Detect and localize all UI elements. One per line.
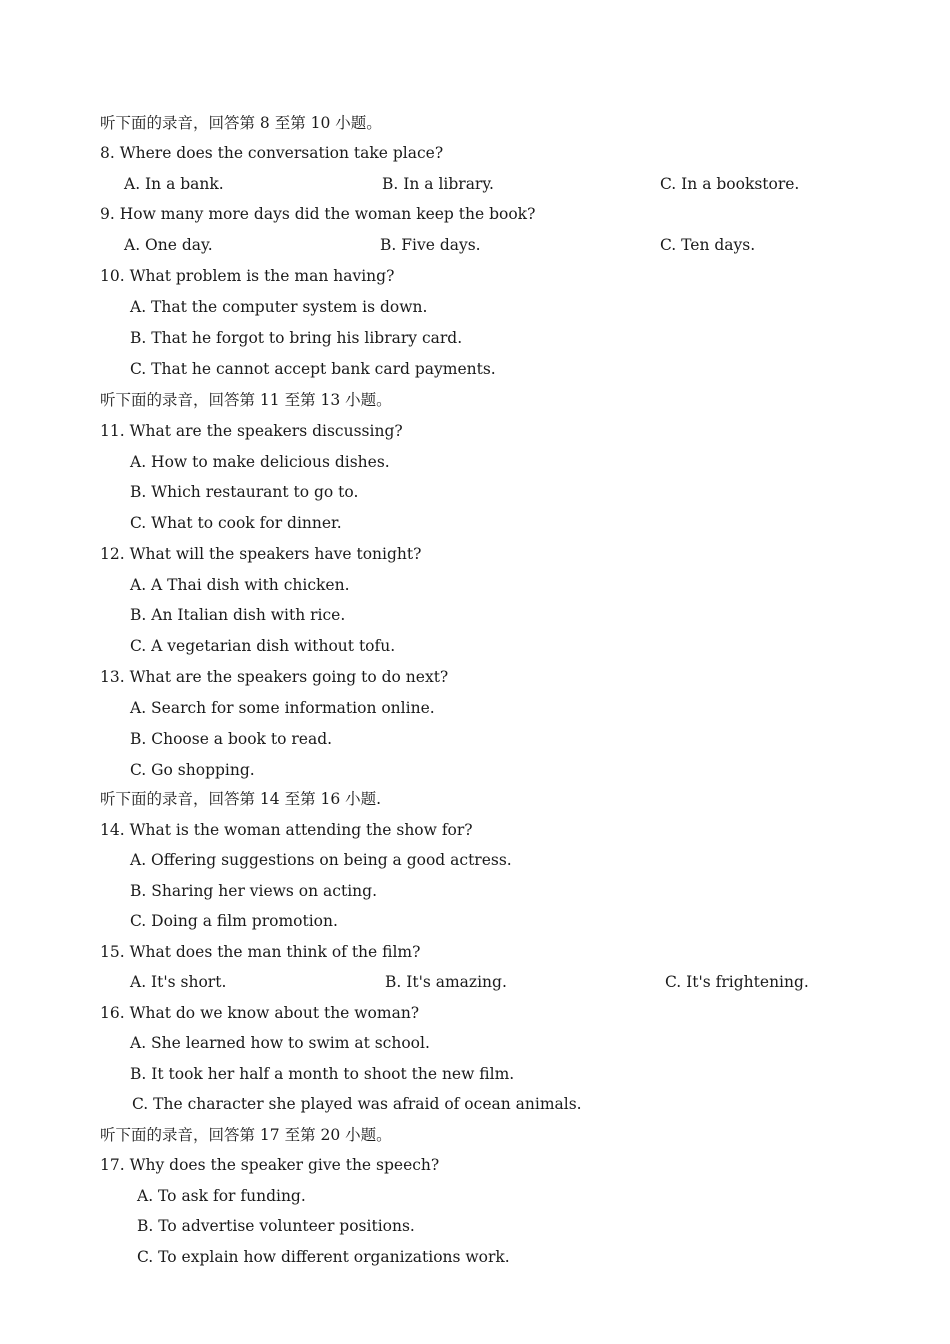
question-stem: 9. How many more days did the woman keep the book? [100, 205, 536, 223]
answer-option: C. What to cook for dinner. [130, 514, 342, 532]
answer-option: B. Choose a book to read. [130, 730, 333, 748]
answer-option: C. The character she played was afraid of ocean animals. [132, 1095, 582, 1113]
question-stem: 10. What problem is the man having? [100, 267, 395, 285]
answer-option: A. How to make delicious dishes. [130, 453, 390, 471]
section-heading: 听下面的录音，回答第 17 至第 20 小题。 [100, 1126, 392, 1144]
section-heading: 听下面的录音，回答第 8 至第 10 小题。 [100, 114, 382, 132]
section-heading: 听下面的录音，回答第 14 至第 16 小题. [100, 790, 382, 808]
answer-option: A. It's short. [130, 973, 227, 991]
answer-option: A. To ask for funding. [137, 1187, 306, 1205]
answer-option: A. That the computer system is down. [130, 298, 428, 316]
answer-option: B. It took her half a month to shoot the new film. [130, 1065, 515, 1083]
answer-option: A. A Thai dish with chicken. [130, 576, 350, 594]
answer-option: A. Offering suggestions on being a good actress. [130, 851, 512, 869]
answer-option: B. In a library. [382, 175, 494, 193]
answer-option: B. That he forgot to bring his library card. [130, 329, 463, 347]
answer-option: B. Five days. [380, 236, 481, 254]
answer-option: B. To advertise volunteer positions. [137, 1217, 415, 1235]
answer-option: C. In a bookstore. [660, 175, 800, 193]
answer-option: B. Sharing her views on acting. [130, 882, 377, 900]
question-stem: 14. What is the woman attending the show for? [100, 821, 473, 839]
question-stem: 8. Where does the conversation take place? [100, 144, 444, 162]
question-stem: 17. Why does the speaker give the speech? [100, 1156, 440, 1174]
answer-option: C. That he cannot accept bank card payments. [130, 360, 496, 378]
answer-option: B. Which restaurant to go to. [130, 483, 359, 501]
answer-option: A. In a bank. [124, 175, 224, 193]
answer-option: C. Ten days. [660, 236, 756, 254]
question-stem: 11. What are the speakers discussing? [100, 422, 403, 440]
question-stem: 16. What do we know about the woman? [100, 1004, 420, 1022]
answer-option: C. Go shopping. [130, 761, 255, 779]
answer-option: C. A vegetarian dish without tofu. [130, 637, 396, 655]
answer-option: B. An Italian dish with rice. [130, 606, 346, 624]
answer-option: C. Doing a film promotion. [130, 912, 338, 930]
answer-option: C. It's frightening. [665, 973, 809, 991]
section-heading: 听下面的录音，回答第 11 至第 13 小题。 [100, 391, 392, 409]
question-stem: 13. What are the speakers going to do next? [100, 668, 449, 686]
question-stem: 15. What does the man think of the film? [100, 943, 421, 961]
answer-option: C. To explain how different organizations work. [137, 1248, 510, 1266]
question-stem: 12. What will the speakers have tonight? [100, 545, 422, 563]
answer-option: A. Search for some information online. [130, 699, 435, 717]
answer-option: A. One day. [124, 236, 213, 254]
answer-option: B. It's amazing. [385, 973, 507, 991]
answer-option: A. She learned how to swim at school. [130, 1034, 430, 1052]
